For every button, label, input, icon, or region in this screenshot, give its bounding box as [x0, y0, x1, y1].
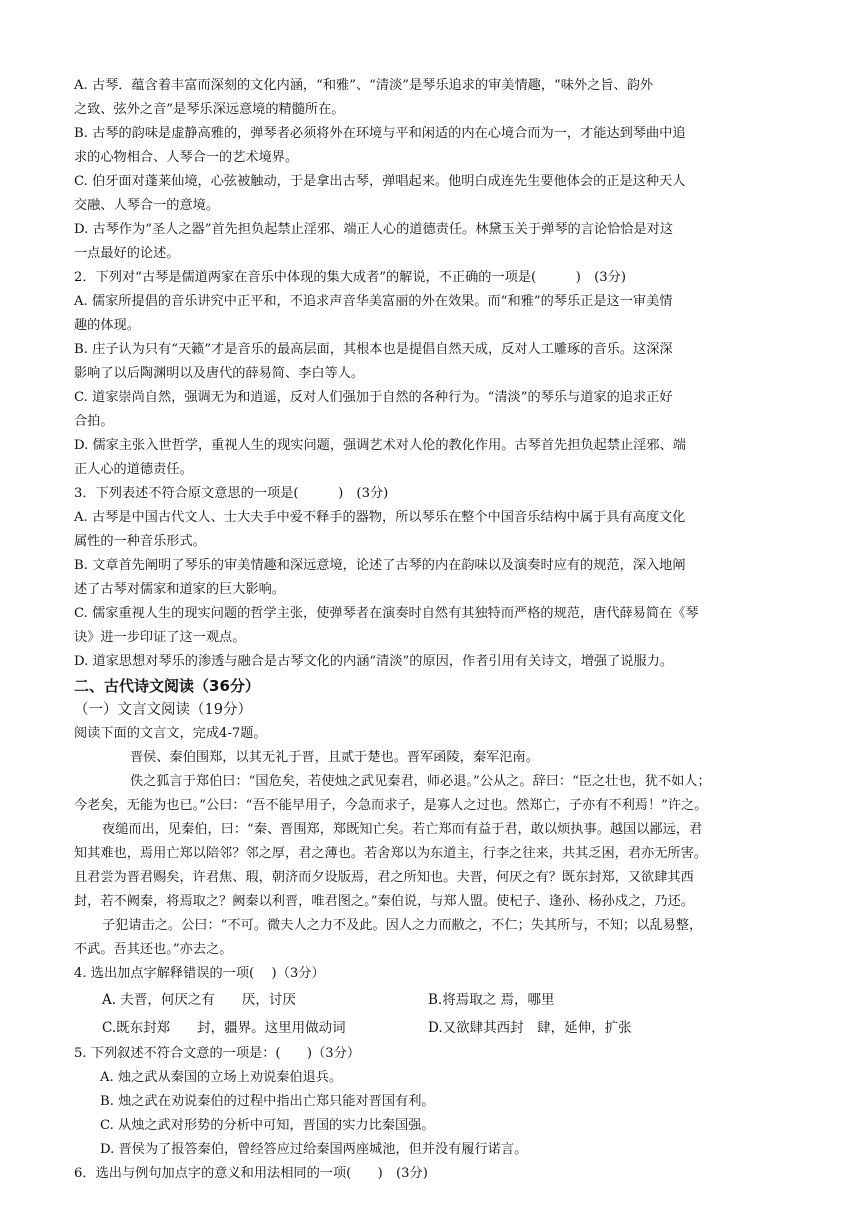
page-content	[74, 74, 792, 1186]
q1-option-d-line2: 一点最好的论述。	[74, 246, 180, 261]
q4-option-c: C.既东封郑 封，疆界。这里用做动词	[102, 1020, 346, 1036]
q2-option-a-line1: A. 儒家所提倡的音乐讲究中正平和，不追求声音华美富丽的外在效果。而“和雅”的琴乐正是这一审美情	[74, 294, 673, 309]
q5-option-b: B. 烛之武在劝说秦伯的过程中指出亡郑只能对晋国有利。	[100, 1094, 435, 1109]
q1-option-d-line1: D. 古琴作为“圣人之器”首先担负起禁止淫邪、端正人心的道德责任。林黛玉关于弹琴的言论恰恰是对这	[74, 222, 674, 237]
q1-option-b-line2: 求的心物相合、人琴合一的艺术境界。	[74, 150, 299, 165]
section-title: 二、古代诗文阅读（36分）	[74, 677, 260, 695]
q6-stem: 6．选出与例句加点字的意义和用法相同的一项( ) (3分)	[74, 1166, 428, 1181]
passage-line: 夜缒而出，见秦伯，曰：“秦、晋围郑，郑既知亡矣。若亡郑而有益于君，敢以烦执事。越国以鄙远，君	[102, 822, 703, 837]
q2-option-d-line2: 正人心的道德责任。	[74, 462, 193, 477]
passage-line: 佚之狐言于郑伯曰：“国危矣，若使烛之武见秦君，师必退。”公从之。辞曰：“臣之壮也，犹不如人；	[130, 774, 711, 789]
passage-line: 子犯请击之。公曰：“不可。微夫人之力不及此。因人之力而敝之，不仁；失其所与，不知；以乱易整，	[102, 918, 703, 933]
q2-option-d-line1: D. 儒家主张入世哲学，重视人生的现实问题，强调艺术对人伦的教化作用。古琴首先担负起禁止淫邪、端	[74, 438, 686, 453]
q5-option-c: C. 从烛之武对形势的分析中可知，晋国的实力比秦国强。	[100, 1118, 435, 1133]
q4-options-row1	[74, 986, 792, 1014]
q4-option-b: B.将焉取之 焉，哪里	[428, 992, 555, 1008]
passage-line: 且君尝为晋君赐矣，许君焦、瑕，朝济而夕设版焉，君之所知也。夫晋，何厌之有？既东封郑，又欲肆其西	[74, 870, 694, 885]
q3-option-c-line1: C. 儒家重视人生的现实问题的哲学主张，使弹琴者在演奏时自然有其独特而严格的规范，唐代薛易简在《琴	[74, 606, 699, 621]
q1-option-a-line2: 之致、弦外之音”是琴乐深远意境的精髓所在。	[74, 102, 345, 117]
q4-stem: 4. 选出加点字解释错误的一项( )（3分）	[74, 966, 325, 981]
q2-option-b-line2: 影响了以后陶渊明以及唐代的薛易简、李白等人。	[74, 366, 365, 381]
passage-line: 知其难也，焉用亡郑以陪邻？邻之厚，君之薄也。若舍郑以为东道主，行李之往来，共其乏困，君亦无所害。	[74, 846, 707, 861]
q4-option-a: A. 夫晋，何厌之有 厌，讨厌	[102, 992, 296, 1008]
q2-option-c-line2: 合拍。	[74, 414, 114, 429]
q3-option-b-line2: 述了古琴对儒家和道家的巨大影响。	[74, 582, 285, 597]
q3-option-c-line2: 诀》进一步印证了这一观点。	[74, 630, 246, 645]
q5-option-d: D. 晋侯为了报答秦伯，曾经答应过给秦国两座城池，但并没有履行诺言。	[100, 1142, 528, 1157]
q5-stem: 5. 下列叙述不符合文意的一项是：( )（3分）	[74, 1046, 361, 1061]
q2-option-a-line2: 趣的体现。	[74, 318, 140, 333]
q3-stem: 3．下列表述不符合原文意思的一项是( ) (3分)	[74, 486, 389, 501]
q1-option-b-line1: B. 古琴的韵味是虚静高雅的，弹琴者必须将外在环境与平和闲适的内在心境合而为一，才能达到琴曲中追	[74, 126, 686, 141]
q1-option-a-line1: A. 古琴．蕴含着丰富而深刻的文化内涵，“和雅”、“清淡”是琴乐追求的审美情趣，“味外之旨、韵外	[74, 78, 654, 93]
passage-line: 今老矣，无能为也已。”公曰：“吾不能早用子，今急而求子，是寡人之过也。然郑亡，子亦有不利焉！”许之。	[74, 798, 708, 813]
passage-line: 晋侯、秦伯围郑，以其无礼于晋，且贰于楚也。晋军函陵，秦军氾南。	[130, 750, 539, 765]
reading-instruction: 阅读下面的文言文，完成4-7题。	[74, 726, 267, 741]
q3-option-d-line1: D. 道家思想对琴乐的渗透与融合是古琴文化的内涵“清淡”的原因，作者引用有关诗文，增强了说服力。	[74, 654, 674, 669]
q3-option-b-line1: B. 文章首先阐明了琴乐的审美情趣和深远意境，论述了古琴的内在韵味以及演奏时应有的规范，深入地阐	[74, 558, 686, 573]
q4-options-row2	[74, 1014, 792, 1042]
q5-option-a: A. 烛之武从秦国的立场上劝说秦伯退兵。	[100, 1070, 343, 1085]
q4-option-d: D.又欲肆其西封 肆，延伸，扩张	[428, 1020, 632, 1036]
q2-option-c-line1: C. 道家崇尚自然，强调无为和逍遥，反对人们强加于自然的各种行为。“清淡”的琴乐与道家的追求正好	[74, 390, 673, 405]
q1-option-c-line1: C. 伯牙面对蓬莱仙境，心弦被触动，于是拿出古琴，弹唱起来。他明白成连先生要他体会的正是这种天人	[74, 174, 686, 189]
passage-line: 封，若不阙秦，将焉取之？阙秦以利晋，唯君图之。”秦伯说，与郑人盟。使杞子、逢孙、杨孙戍之，乃还。	[74, 894, 694, 909]
q3-option-a-line1: A. 古琴是中国古代文人、士大夫手中爱不释手的器物，所以琴乐在整个中国音乐结构中属于具有高度文化	[74, 510, 686, 525]
q1-option-c-line2: 交融、人琴合一的意境。	[74, 198, 220, 213]
passage-line: 不武。吾其还也。”亦去之。	[74, 942, 233, 957]
q2-stem: 2．下列对“古琴是儒道两家在音乐中体现的集大成者”的解说，不正确的一项是( ) (3分)	[74, 270, 626, 285]
subsection-title: （一）文言文阅读（19分）	[74, 702, 252, 718]
q3-option-a-line2: 属性的一种音乐形式。	[74, 534, 206, 549]
q2-option-b-line1: B. 庄子认为只有“天籁”才是音乐的最高层面，其根本也是提倡自然天成，反对人工雕琢的音乐。这深深	[74, 342, 673, 357]
